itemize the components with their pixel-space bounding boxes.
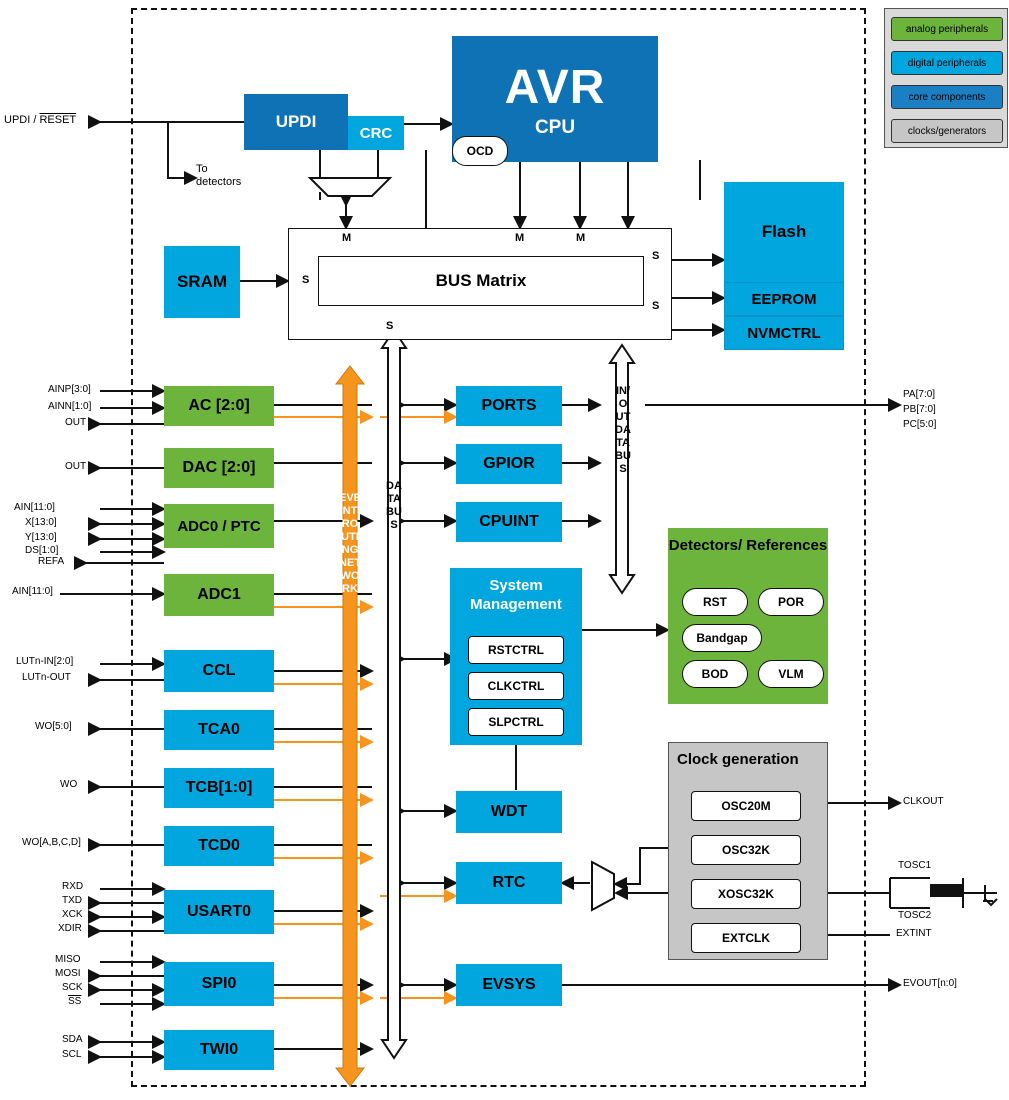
block-extclk[interactable]: EXTCLK: [691, 923, 801, 953]
signal-adc0-ds: DS[1:0]: [25, 545, 59, 556]
signal-xdir: XDIR: [58, 923, 82, 934]
block-rst[interactable]: RST: [682, 588, 748, 616]
databus-right-label: [615, 385, 631, 476]
legend-item-clocks: [891, 119, 1003, 143]
signal-lutn-in: LUTn-IN[2:0]: [16, 656, 74, 667]
cpu-brand: AVR: [504, 60, 606, 114]
legend: [884, 8, 1008, 148]
signal-to-detectors: To detectors: [196, 163, 242, 188]
block-osc32k[interactable]: OSC32K: [691, 835, 801, 865]
ocd-block[interactable]: OCD: [452, 136, 508, 166]
signal-adc0-x: X[13:0]: [25, 517, 57, 528]
detectors-title: Detectors/ References: [668, 537, 828, 554]
signal-tosc2: TOSC2: [898, 910, 932, 921]
signal-clkout: CLKOUT: [903, 796, 944, 807]
block-usart0[interactable]: USART0: [164, 890, 274, 934]
bus-slave-mark-2: S: [652, 250, 660, 262]
signal-adc0-ain: AIN[11:0]: [14, 502, 55, 513]
block-clkctrl[interactable]: CLKCTRL: [468, 672, 564, 700]
block-slpctrl[interactable]: SLPCTRL: [468, 708, 564, 736]
signal-adc1-ain: AIN[11:0]: [12, 586, 53, 597]
detectors-group: [668, 528, 828, 704]
signal-xck: XCK: [62, 909, 83, 920]
signal-lutn-out: LUTn-OUT: [22, 672, 71, 683]
legend-label: core components: [908, 91, 986, 103]
block-adc1[interactable]: ADC1: [164, 574, 274, 616]
block-gpior[interactable]: GPIOR: [456, 444, 562, 484]
block-por[interactable]: POR: [758, 588, 824, 616]
event-routing-network-label: [339, 492, 361, 596]
signal-pb: PB[7:0]: [903, 404, 936, 415]
system-management-group: [450, 568, 582, 745]
block-rtc[interactable]: RTC: [456, 862, 562, 904]
block-ports[interactable]: PORTS: [456, 386, 562, 426]
bus-master-mark-3: M: [576, 232, 586, 244]
sram-block[interactable]: SRAM: [164, 246, 240, 318]
signal-sck: SCK: [62, 982, 83, 993]
signal-wo: WO: [60, 779, 78, 790]
updi-block[interactable]: UPDI: [244, 94, 348, 150]
databus-left-text: DATABUS: [386, 480, 402, 531]
block-rstctrl[interactable]: RSTCTRL: [468, 636, 564, 664]
signal-extint: EXTINT: [896, 928, 932, 939]
eeprom-block[interactable]: EEPROM: [724, 282, 844, 316]
legend-item-analog: [891, 17, 1003, 41]
legend-item-digital: [891, 51, 1003, 75]
signal-ss: [68, 996, 81, 1007]
signal-dac-out: OUT: [65, 461, 87, 472]
block-bandgap[interactable]: Bandgap: [682, 624, 762, 652]
signal-miso: MISO: [55, 954, 81, 965]
bus-slave-mark-3: S: [652, 300, 660, 312]
flash-block[interactable]: Flash: [724, 182, 844, 282]
bus-master-mark-1: M: [342, 232, 352, 244]
block-tcd0[interactable]: TCD0: [164, 826, 274, 866]
legend-label: analog peripherals: [905, 23, 989, 35]
block-xosc32k[interactable]: XOSC32K: [691, 879, 801, 909]
block-wdt[interactable]: WDT: [456, 791, 562, 833]
block-osc20m[interactable]: OSC20M: [691, 791, 801, 821]
clock-generation-title: Clock generation: [677, 751, 799, 768]
signal-sda: SDA: [62, 1034, 83, 1045]
legend-label: clocks/generators: [907, 125, 987, 137]
legend-label: digital peripherals: [907, 57, 987, 69]
bus-matrix-block[interactable]: BUS Matrix: [318, 256, 644, 306]
databus-right-text: IN/OUT DATABUS: [615, 385, 631, 475]
bus-slave-mark-4: S: [386, 320, 394, 332]
signal-ainp: AINP[3:0]: [48, 384, 91, 395]
block-dac[interactable]: DAC [2:0]: [164, 448, 274, 488]
block-adc0-ptc[interactable]: ADC0 / PTC: [164, 504, 274, 548]
signal-rxd: RXD: [62, 881, 84, 892]
signal-pc: PC[5:0]: [903, 419, 937, 430]
block-cpuint[interactable]: CPUINT: [456, 502, 562, 542]
signal-pa: PA[7:0]: [903, 389, 936, 400]
signal-ac-out: OUT: [65, 417, 87, 428]
block-twi0[interactable]: TWI0: [164, 1030, 274, 1070]
nvmctrl-block[interactable]: NVMCTRL: [724, 316, 844, 350]
block-tca0[interactable]: TCA0: [164, 710, 274, 750]
block-ac[interactable]: AC [2:0]: [164, 386, 274, 426]
bus-master-mark-2: M: [515, 232, 525, 244]
signal-refa: REFA: [38, 556, 65, 567]
legend-item-core: [891, 85, 1003, 109]
block-vlm[interactable]: VLM: [758, 660, 824, 688]
clock-generation-group: [668, 742, 828, 960]
event-routing-text: EVENT ROUTING NETWORK: [339, 492, 362, 595]
signal-scl: SCL: [62, 1049, 82, 1060]
block-spi0[interactable]: SPI0: [164, 962, 274, 1006]
signal-txd: TXD: [62, 895, 82, 906]
block-ccl[interactable]: CCL: [164, 650, 274, 692]
signal-tosc1: TOSC1: [898, 860, 932, 871]
block-bod[interactable]: BOD: [682, 660, 748, 688]
cpu-label: CPU: [534, 116, 576, 138]
signal-reset-text: RESET: [39, 114, 77, 126]
system-management-title: System Management: [470, 577, 562, 613]
crc-block[interactable]: CRC: [348, 116, 404, 150]
block-tcb[interactable]: TCB[1:0]: [164, 768, 274, 808]
signal-updi-reset: [4, 114, 76, 126]
signal-adc0-y: Y[13:0]: [25, 532, 57, 543]
signal-evout: EVOUT[n:0]: [903, 978, 957, 989]
signal-wo-abcd: WO[A,B,C,D]: [22, 837, 81, 848]
signal-updi-text: UPDI /: [4, 114, 40, 126]
signal-wo50: WO[5:0]: [35, 721, 72, 732]
signal-ss-text: $\overline{SS}$: [68, 996, 82, 1007]
block-evsys[interactable]: EVSYS: [456, 964, 562, 1006]
signal-mosi: MOSI: [55, 968, 81, 979]
bus-slave-mark-1: S: [302, 274, 310, 286]
signal-ainn: AINN[1:0]: [48, 401, 92, 412]
databus-left-label: [386, 480, 402, 532]
